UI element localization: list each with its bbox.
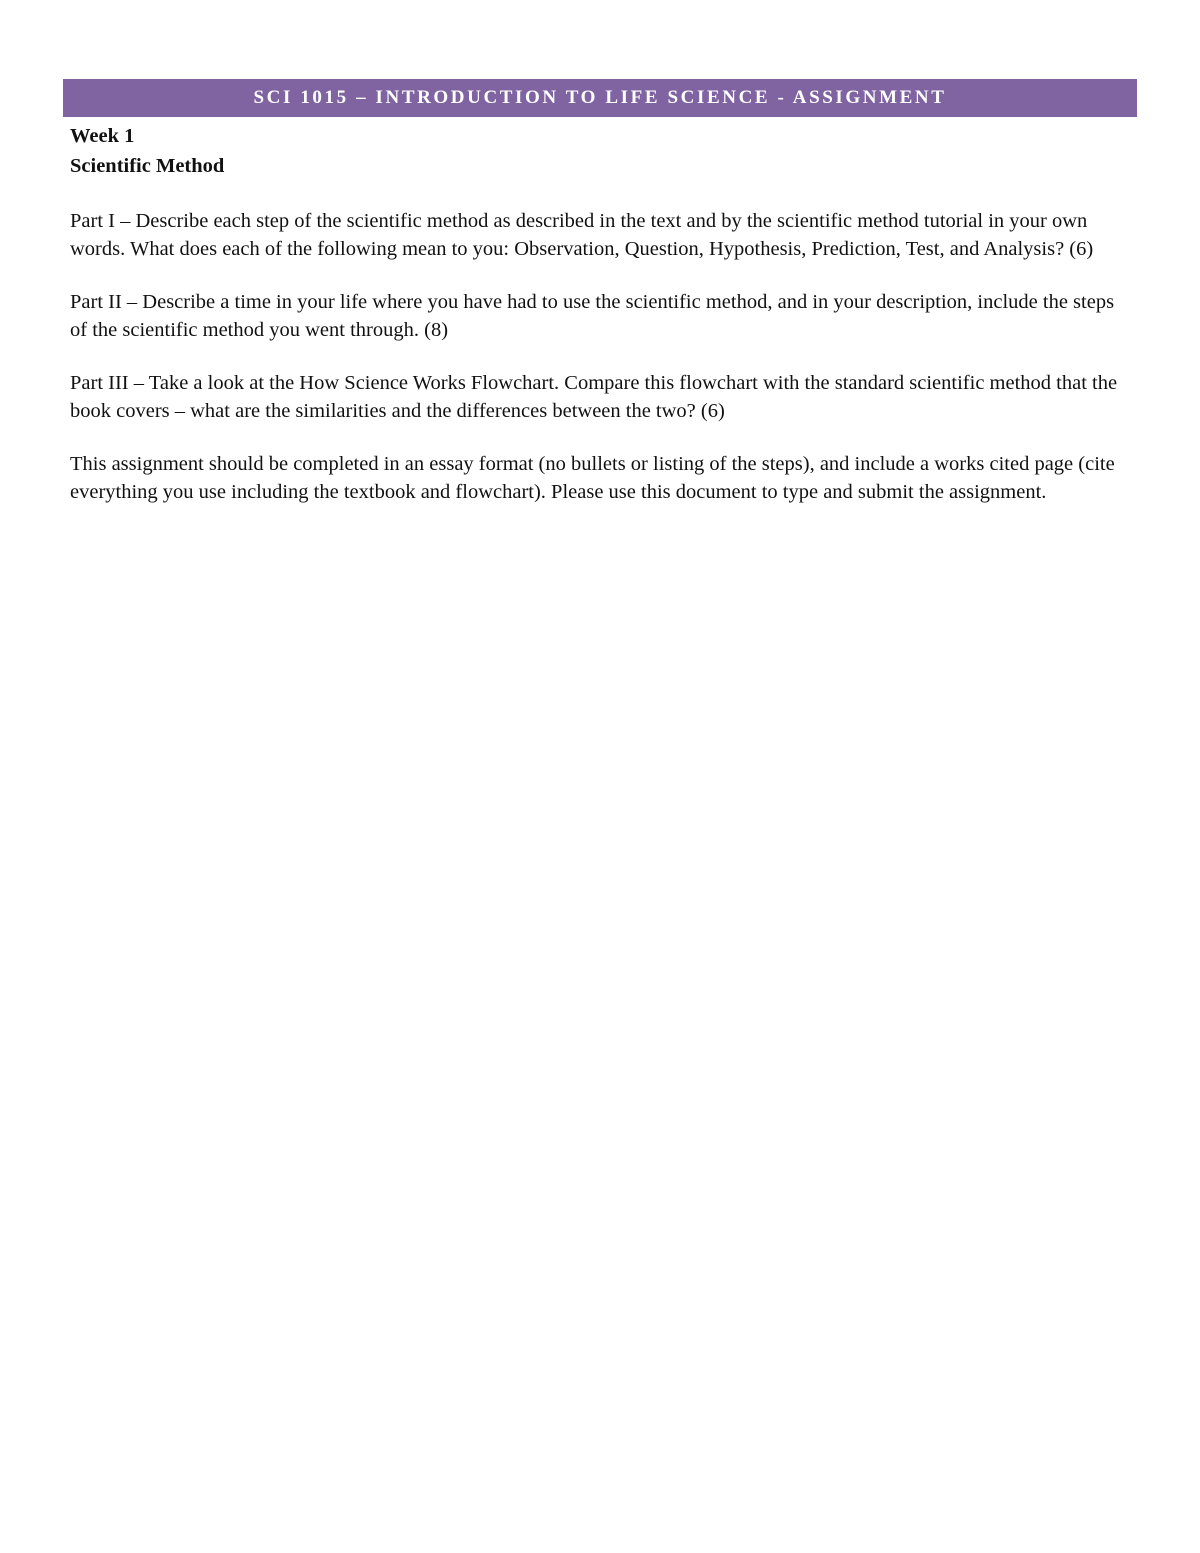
part-one-paragraph: Part I – Describe each step of the scientific method as described in the text and by the scientific method tutorial in your own words. What does each of the following mean to you: Observation, Question, Hypothesis, Prediction, Test, and Analysis? (6) bbox=[70, 210, 1094, 260]
spacer bbox=[70, 181, 1130, 208]
instructions-paragraph: This assignment should be completed in an essay format (no bullets or listing of the steps), and include a works cited page (cite everything you use including the textbook and flowchart). Please use this document to type and submit the assignment. bbox=[70, 453, 1115, 503]
topic-heading: Scientific Method bbox=[70, 155, 225, 177]
course-header-bar bbox=[63, 79, 1137, 117]
spacer bbox=[70, 263, 1130, 289]
course-title: SCI 1015 – INTRODUCTION TO LIFE SCIENCE - ASSIGNMENT bbox=[253, 87, 947, 108]
spacer bbox=[70, 425, 1130, 451]
spacer bbox=[70, 344, 1130, 370]
assignment-content bbox=[70, 121, 1130, 506]
part-two-paragraph: Part II – Describe a time in your life where you have had to use the scientific method, and in your description, include the steps of the scientific method you went through. (8) bbox=[70, 291, 1115, 341]
week-heading: Week 1 bbox=[70, 125, 135, 147]
part-three-paragraph: Part III – Take a look at the How Science Works Flowchart. Compare this flowchart with the standard scientific method that the book covers – what are the similarities and the differences between the two? (6) bbox=[70, 372, 1118, 422]
